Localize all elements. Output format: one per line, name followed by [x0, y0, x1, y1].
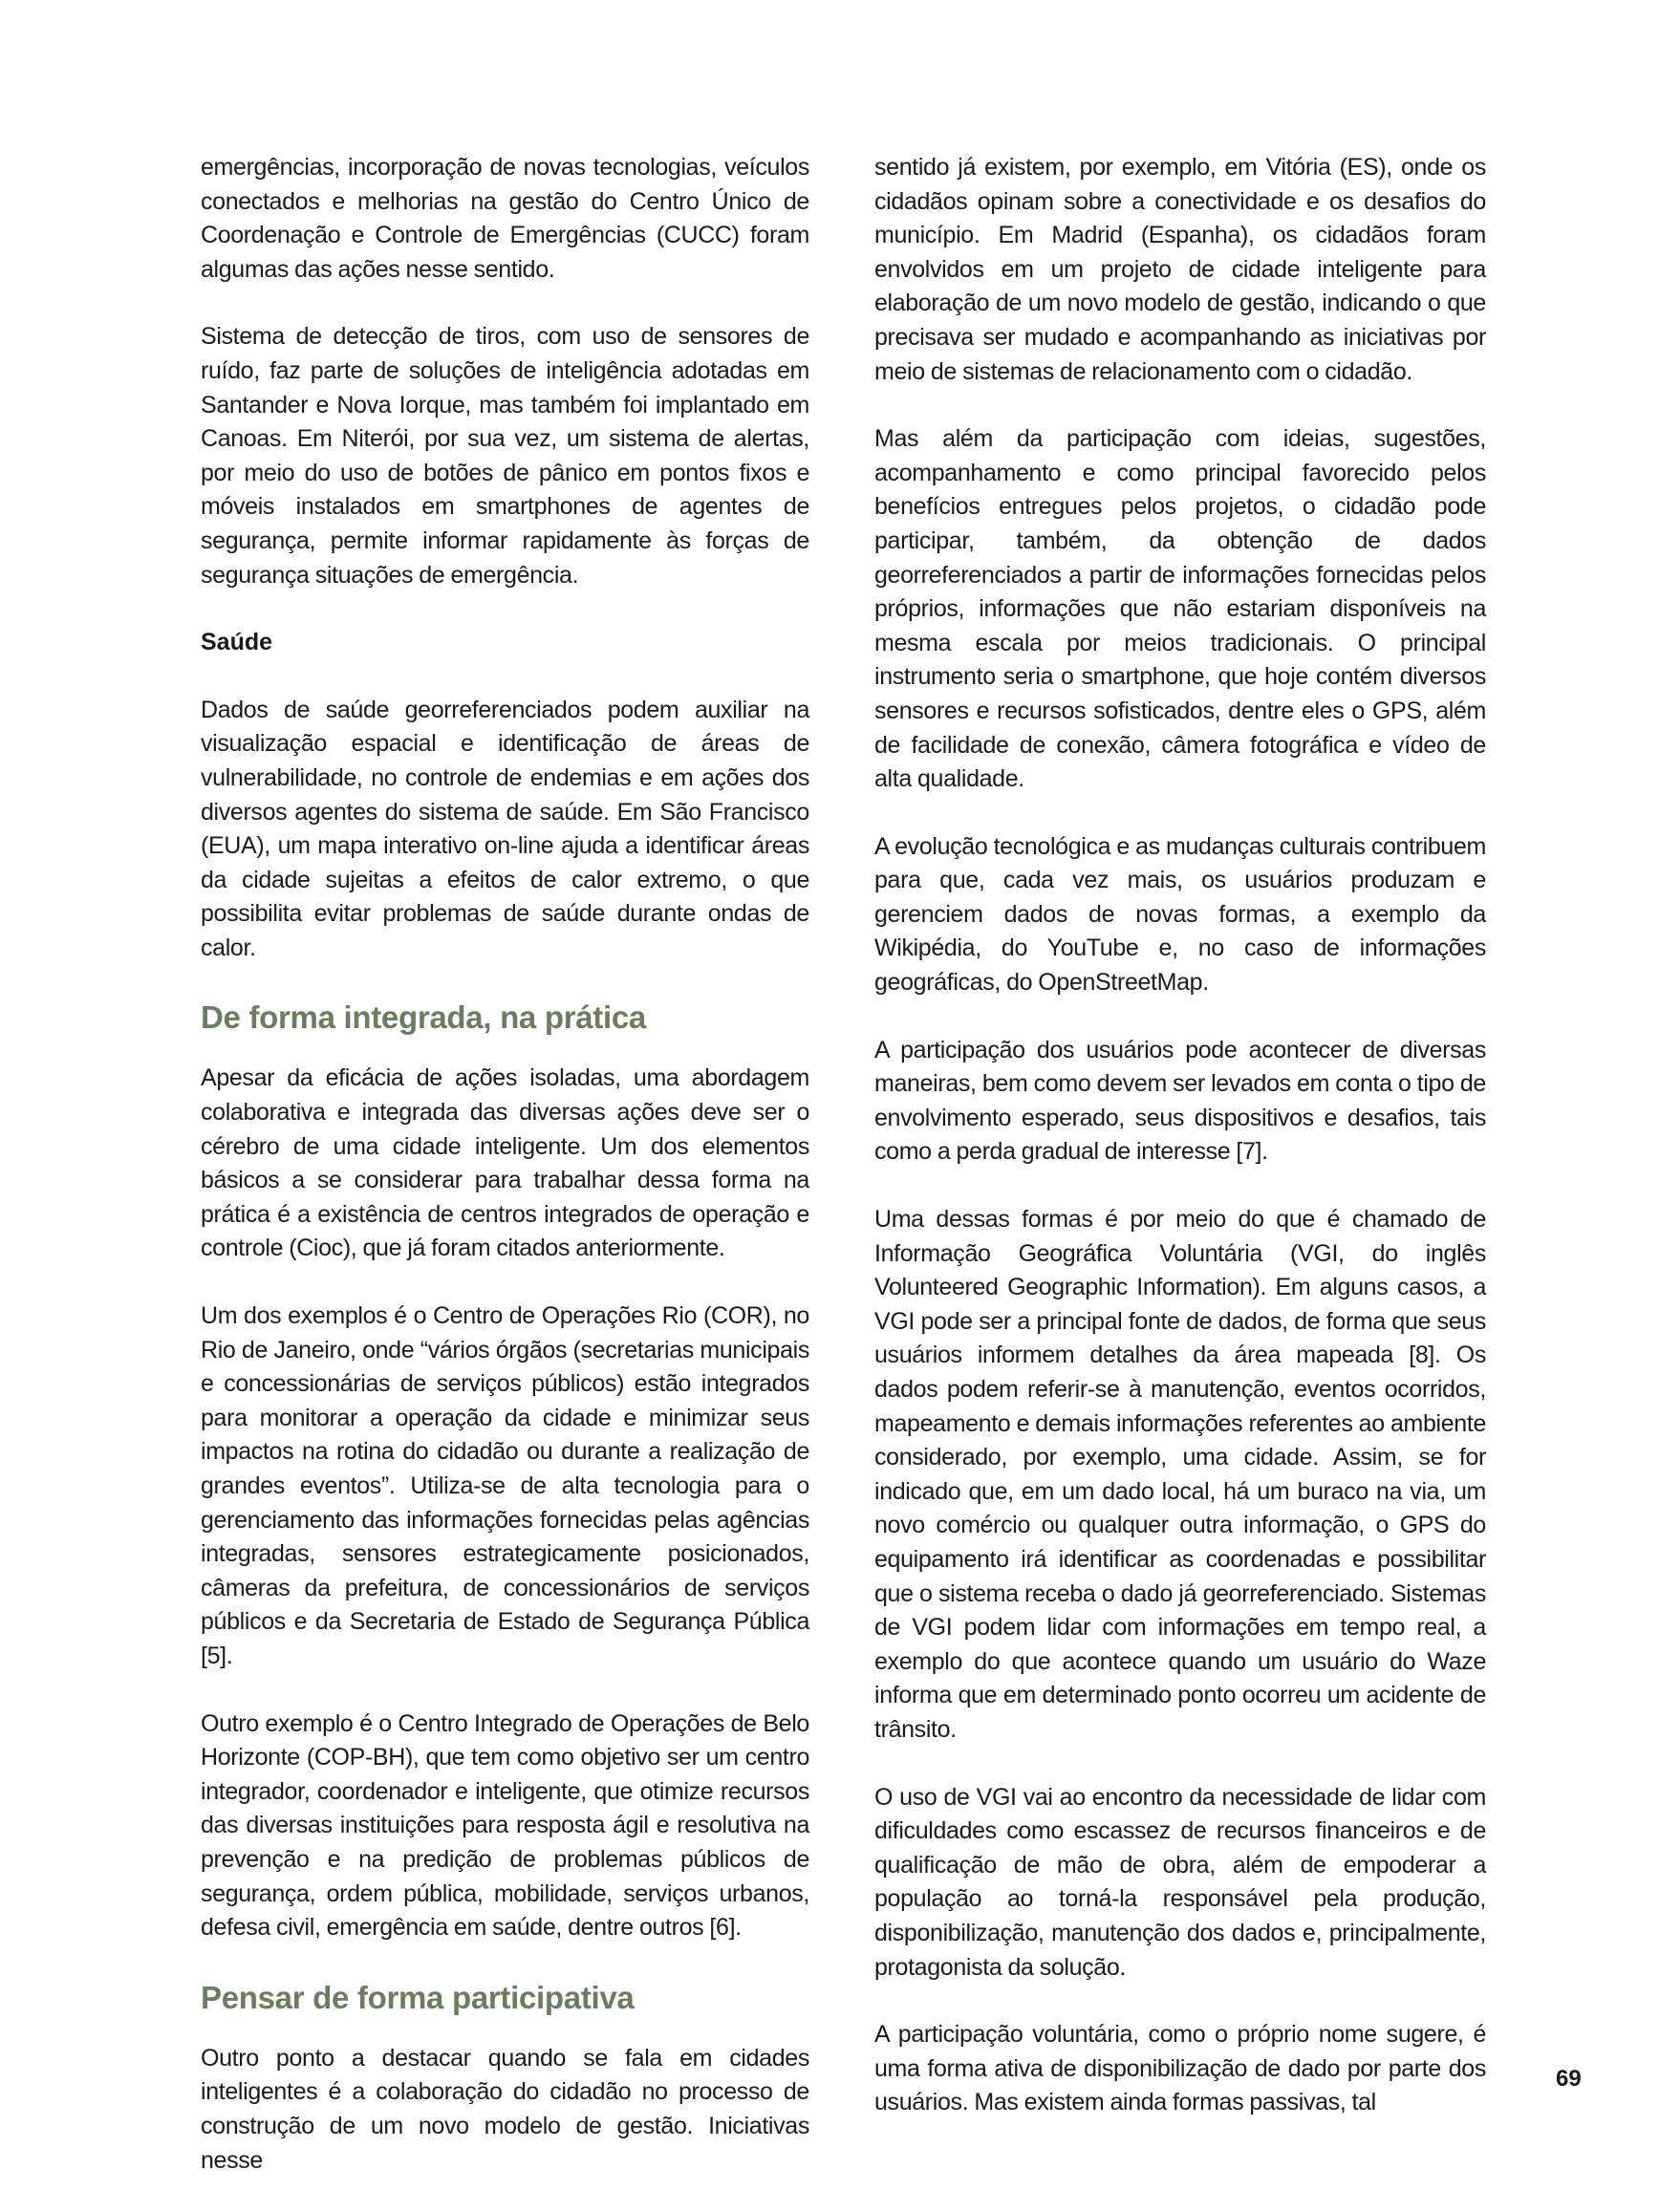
- paragraph: Dados de saúde georreferenciados podem auxiliar na visualização espacial e identificação de áreas de vulnerabilidade, no controle de endemias e em ações dos diversos agentes do sistema de saúde. Em São Francisco (EUA), um mapa interativo on-line ajuda a identificar áreas da cidade sujeitas a efeitos de calor extremo, o que possibilita evitar problemas de saúde durante ondas de calor.: [201, 696, 809, 961]
- paragraph: Sistema de detecção de tiros, com uso de sensores de ruído, faz parte de soluções de inteligência adotadas em Santander e Nova Iorque, mas também foi implantado em Canoas. Em Niterói, por sua vez, um sistema de alertas, por meio do uso de botões de pânico em pontos fixos e móveis instalados em smartphones de agentes de segurança, permite informar rapidamente às forças de segurança situações de emergência.: [201, 323, 809, 589]
- paragraph: A evolução tecnológica e as mudanças culturais contribuem para que, cada vez mais, os usuários produzam e gerenciem dados de novas formas, a exemplo da Wikipédia, do YouTube e, no caso de informações geográficas, do OpenStreetMap.: [874, 832, 1486, 997]
- paragraph: sentido já existem, por exemplo, em Vitória (ES), onde os cidadãos opinam sobre a conectividade e os desafios do município. Em Madrid (Espanha), os cidadãos foram envolvidos em um projeto de cidade inteligente para elaboração de um novo modelo de gestão, indicando o que precisava ser mudado e acompanhando as iniciativas por meio de sistemas de relacionamento com o cidadão.: [874, 154, 1486, 385]
- section-title-integrada: De forma integrada, na prática: [201, 999, 646, 1036]
- paragraph: Mas além da participação com ideias, sugestões, acompanhamento e como principal favorecido pelos benefícios entregues pelos projetos, o cidadão pode participar, também, da obtenção de dados georreferenciados a partir de informações fornecidas pelos próprios, informações que não estariam disponíveis na mesma escala por meios tradicionais. O principal instrumento seria o smartphone, que hoje contém diversos sensores e recursos sofisticados, dentre eles o GPS, além de facilidade de conexão, câmera fotográfica e vídeo de alta qualidade.: [874, 425, 1486, 793]
- paragraph: Outro ponto a destacar quando se fala em cidades inteligentes é a colaboração do cidadão no processo de construção de um novo modelo de gestão. Iniciativas nesse: [201, 2044, 809, 2174]
- paragraph: Uma dessas formas é por meio do que é chamado de Informação Geográfica Voluntária (VGI, do inglês Volunteered Geographic Information). Em alguns casos, a VGI pode ser a principal fonte de dados, de forma que seus usuários informem detalhes da área mapeada [8]. Os dados podem referir-se à manutenção, eventos ocorridos, mapeamento e demais informações referentes ao ambiente considerado, por exemplo, uma cidade. Assim, se for indicado que, em um dado local, há um buraco na via, um novo comércio ou qualquer outra informação, o GPS do equipamento irá identificar as coordenadas e possibilitar que o sistema receba o dado já georreferenciado. Sistemas de VGI podem lidar com informações em tempo real, a exemplo do que acontece quando um usuário do Waze informa que em determinado ponto ocorreu um acidente de trânsito.: [874, 1206, 1486, 1743]
- paragraph: A participação voluntária, como o próprio nome sugere, é uma forma ativa de disponibilização de dado por parte dos usuários. Mas existem ainda formas passivas, tal: [874, 2021, 1486, 2116]
- paragraph: O uso de VGI vai ao encontro da necessidade de lidar com dificuldades como escassez de recursos financeiros e de qualificação de mão de obra, além de empoderar a população ao torná-la responsável pela produção, disponibilização, manutenção dos dados e, principalmente, protagonista da solução.: [874, 1783, 1486, 1981]
- paragraph: emergências, incorporação de novas tecnologias, veículos conectados e melhorias na gestão do Centro Único de Coordenação e Controle de Emergências (CUCC) foram algumas das ações nesse sentido.: [201, 154, 809, 283]
- left-column: [201, 151, 809, 2211]
- paragraph: Um dos exemplos é o Centro de Operações Rio (COR), no Rio de Janeiro, onde “vários órgãos (secretarias municipais e concessionárias de serviços públicos) estão integrados para monitorar a operação da cidade e minimizar seus impactos na rotina do cidadão ou durante a realização de grandes eventos”. Utiliza-se de alta tecnologia para o gerenciamento das informações fornecidas pelas agências integradas, sensores estrategicamente posicionados, câmeras da prefeitura, de concessionários de serviços públicos e da Secretaria de Estado de Segurança Pública [5].: [201, 1302, 809, 1669]
- subheading-saude: Saúde: [201, 629, 273, 656]
- paragraph: Outro exemplo é o Centro Integrado de Operações de Belo Horizonte (COP-BH), que tem como objetivo ser um centro integrador, coordenador e inteligente, que otimize recursos das diversas instituições para resposta ágil e resolutiva na prevenção e na predição de problemas públicos de segurança, ordem pública, mobilidade, serviços urbanos, defesa civil, emergência em saúde, dentre outros [6].: [201, 1709, 809, 1942]
- paragraph: Apesar da eficácia de ações isoladas, uma abordagem colaborativa e integrada das diversas ações deve ser o cérebro de uma cidade inteligente. Um dos elementos básicos a se considerar para trabalhar dessa forma na prática é a existência de centros integrados de operação e controle (Cioc), que já foram citados anteriormente.: [201, 1064, 809, 1262]
- right-column: [874, 151, 1486, 2154]
- paragraph: A participação dos usuários pode acontecer de diversas maneiras, bem como devem ser levados em conta o tipo de envolvimento esperado, seus dispositivos e desafios, tais como a perda gradual de interesse [7].: [874, 1036, 1486, 1166]
- page-number: 69: [1556, 2066, 1582, 2092]
- section-title-participativa: Pensar de forma participativa: [201, 1979, 635, 2015]
